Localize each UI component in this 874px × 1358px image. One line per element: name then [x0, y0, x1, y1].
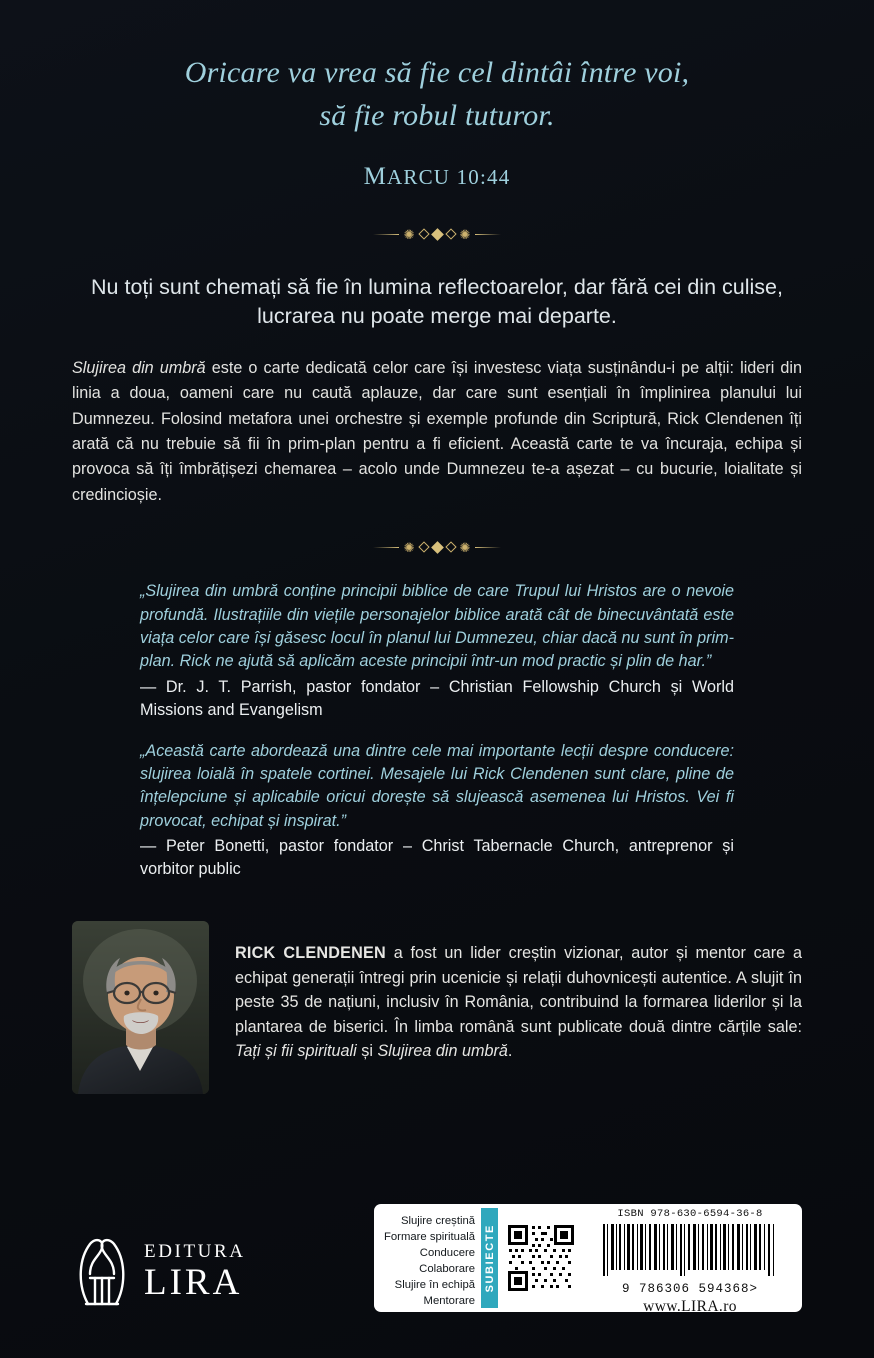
qr-code-icon[interactable]	[498, 1204, 584, 1312]
ornament-diamond-center	[431, 228, 444, 241]
endorsement-2-quote-rest: una dintre cele mai importante lecții despre conducere: slujirea loială în spatele cortinei. Mesajele lui Rick Clendenen sunt clare, pline de înțelepciune și aplicabile oricui dorește să slujească asemenea lui Hristos. Vei fi provocat, echipat și inspirat.”	[140, 741, 734, 830]
barcode-panel	[374, 1204, 802, 1312]
ornament-diamond-outline-left	[418, 229, 429, 240]
ornament-flourish-left: ✺	[403, 226, 415, 242]
isbn-text: ISBN 978-630-6594-36-8	[617, 1208, 763, 1220]
hook-text: Nu toți sunt chemați să fie în lumina reflectoarelor, dar fără cei din culise, lucrarea nu poate merge mai departe.	[91, 275, 783, 329]
epigraph-reference-rest: ARCU 10:44	[387, 165, 511, 190]
ean-barcode-block	[584, 1204, 802, 1312]
subject-item: Mentorare	[423, 1295, 476, 1308]
subject-item: Formare spirituală	[384, 1231, 476, 1244]
endorsement-2-quote-open: „Această carte abordează	[140, 741, 328, 760]
endorsement-1	[140, 580, 734, 721]
ornament-diamond-outline-right-2	[445, 542, 456, 553]
ean-guard-text: >	[749, 1282, 759, 1296]
subjects-tab-label	[481, 1208, 498, 1308]
subject-item: Slujire în echipă	[394, 1279, 476, 1292]
ornament-diamond-outline-left-2	[418, 542, 429, 553]
epigraph-reference	[0, 163, 874, 191]
author-book-1: Tați și fii spirituali	[235, 1042, 357, 1061]
publisher-logo-block	[74, 1234, 246, 1308]
publisher-name	[144, 1242, 246, 1301]
publisher-name-line-2: LIRA	[144, 1261, 243, 1303]
ornament-diamond-outline-right	[445, 229, 456, 240]
subject-item: Colaborare	[419, 1263, 476, 1276]
ornament-bar-left-2	[373, 547, 399, 548]
endorsement-1-quote-open: „Slujirea din umbră	[140, 582, 279, 601]
author-bio-end: .	[507, 1042, 513, 1061]
ornament-divider-middle	[0, 538, 874, 556]
subjects-tab-text: SUBIECTE	[483, 1223, 496, 1293]
blurb-paragraph	[72, 356, 802, 509]
author-block	[72, 921, 802, 1094]
endorsements	[140, 580, 734, 881]
endorsement-1-quote	[140, 580, 734, 673]
author-book-2: Slujirea din umbră	[377, 1042, 508, 1061]
blurb-body: este o carte dedicată celor care își investesc viața susținându-i pe alții: lideri din linia a doua, oameni care nu caută aplauze, dar care sunt esențiali în împlinirea planului lui Dumnezeu. Folosind metafora unei orchestre și exemple profunde din Scriptură, Rick Clendenen îți arată că nu trebuie să fii în prim-plan pentru a fi eficient. Această carte te va încuraja, echipa și provoca să îți îmbrățișezi chemarea – acolo unde Dumnezeu te-a așezat – cu bucurie, loialitate și credincioșie.	[72, 358, 802, 504]
endorsement-1-attribution: — Dr. J. T. Parrish, pastor fondator – Christian Fellowship Church și World Missions and Evangelism	[140, 677, 734, 719]
epigraph-line-1: Oricare va vrea să fie cel dintâi între voi,	[184, 56, 690, 89]
subject-item: Slujire creștină	[400, 1215, 476, 1227]
blurb-book-title: Slujirea din umbră	[72, 358, 206, 377]
footer	[0, 1192, 874, 1312]
epigraph-reference-initial: M	[363, 163, 387, 191]
lyre-icon	[74, 1234, 130, 1308]
subject-item: Conducere	[419, 1247, 476, 1260]
author-bio	[235, 921, 802, 1064]
author-photo	[72, 921, 209, 1094]
author-bio-join: și	[356, 1042, 378, 1061]
ean-bars	[586, 1222, 794, 1283]
ornament-flourish-right: ✺	[459, 226, 471, 242]
ornament-divider-top	[0, 225, 874, 243]
subjects-list	[380, 1208, 481, 1308]
epigraph-line-2: să fie robul tuturor.	[319, 98, 555, 132]
ornament-flourish-left-2: ✺	[403, 539, 415, 555]
subjects-block	[374, 1204, 498, 1312]
endorsement-2	[140, 740, 734, 881]
publisher-name-line-1: EDITURA	[144, 1240, 246, 1262]
author-name: RICK CLENDENEN	[235, 943, 386, 962]
epigraph	[0, 0, 874, 137]
ean-digits	[586, 1282, 794, 1296]
ornament-flourish-right-2: ✺	[459, 539, 471, 555]
publisher-website: www.LIRA.ro	[643, 1298, 737, 1312]
ornament-diamond-center-2	[431, 541, 444, 554]
endorsement-1-quote-rest: conține principii biblice de care Trupul lui Hristos are o nevoie profundă. Ilustrațiile din viețile personajelor biblice arată cât de binecuvântată este viața celor care își găsesc locul în planul lui Dumnezeu, chiar dacă nu sunt în prim-plan. Rick ne ajută să aplicăm aceste principii într-un mod practic și plin de har.”	[140, 582, 735, 671]
ornament-bar-right	[475, 234, 501, 235]
ean-digits-text: 9 786306 594368	[622, 1282, 750, 1296]
endorsement-2-attribution: — Peter Bonetti, pastor fondator – Christ Tabernacle Church, antreprenor și vorbitor public	[140, 836, 734, 878]
ornament-bar-left	[373, 234, 399, 235]
author-bio-part1: a fost un lider creștin vizionar, autor și mentor care a echipat generații întregi prin ucenicie și relații duhovnicești autentice. A slujit în peste 35 de națiuni, inclusiv în România, contribuind la formarea liderilor și la plantarea de biserici. În limba română sunt publicate două dintre cărțile sale:	[235, 943, 802, 1036]
ornament-bar-right-2	[475, 547, 501, 548]
endorsement-2-quote	[140, 740, 734, 833]
